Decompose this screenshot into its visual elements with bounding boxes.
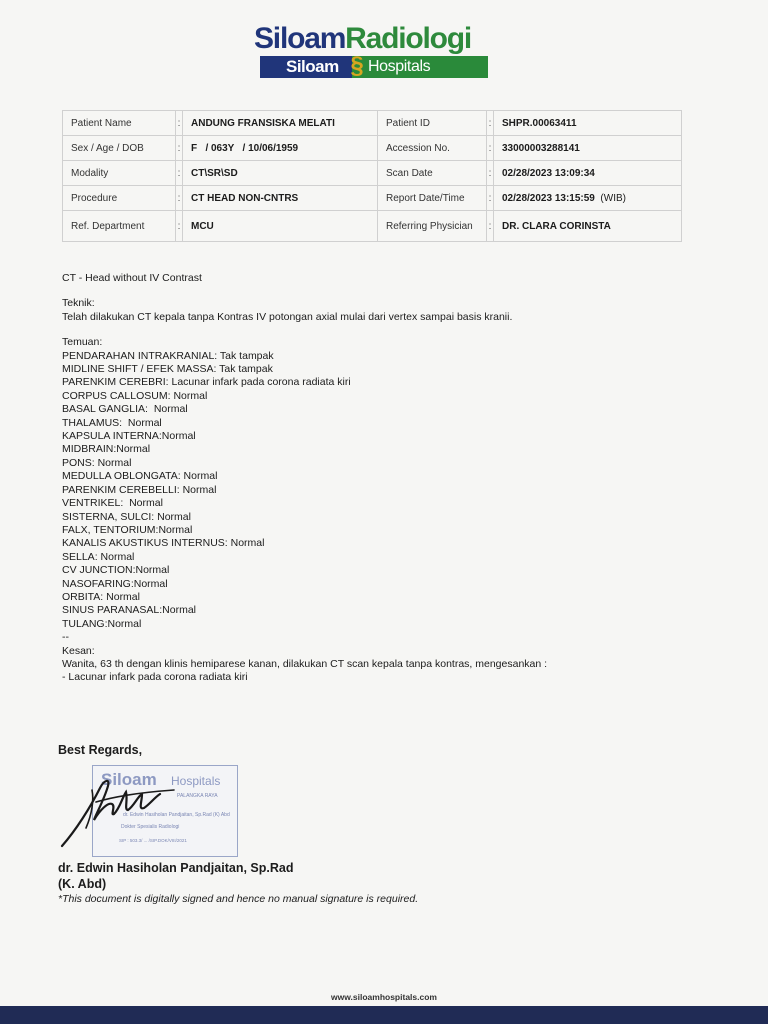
colon: :	[487, 136, 494, 161]
report-body	[62, 272, 712, 685]
modality-label: Modality	[63, 161, 176, 186]
kesan-heading: Kesan:	[62, 644, 95, 657]
colon: :	[176, 161, 183, 186]
colon: :	[487, 211, 494, 242]
accession-value: 33000003288141	[494, 136, 682, 161]
list-item: CV JUNCTION:Normal	[62, 564, 170, 577]
kesan-text: Wanita, 63 th dengan klinis hemiparese kanan, dilakukan CT scan kepala tanpa kontras, mengesankan :	[62, 657, 548, 670]
logo-radiologi-text: Radiologi	[345, 22, 472, 55]
patient-id-value: SHPR.00063411	[494, 111, 682, 136]
accession-label: Accession No.	[378, 136, 487, 161]
list-item: SINUS PARANASAL:Normal	[62, 604, 197, 617]
list-item: PENDARAHAN INTRAKRANIAL: Tak tampak	[62, 349, 274, 362]
colon: :	[487, 111, 494, 136]
list-item: SELLA: Normal	[62, 550, 135, 563]
list-item: TULANG:Normal	[62, 617, 142, 630]
list-item: VENTRIKEL: Normal	[62, 497, 163, 510]
teknik-heading: Teknik:	[62, 297, 95, 310]
ref-department-label: Ref. Department	[63, 211, 176, 242]
list-item: NASOFARING:Normal	[62, 577, 168, 590]
colon: :	[176, 211, 183, 242]
stamp-city: PALANGKA RAYA	[177, 793, 218, 799]
best-regards: Best Regards,	[58, 743, 143, 757]
table-row	[63, 111, 682, 136]
handwritten-signature	[56, 770, 186, 850]
logo-bar-siloam-text: Siloam	[286, 57, 339, 76]
list-item: CORPUS CALLOSUM: Normal	[62, 389, 208, 402]
temuan-heading: Temuan:	[62, 336, 103, 349]
list-item: KANALIS AKUSTIKUS INTERNUS: Normal	[62, 537, 265, 550]
table-row	[63, 186, 682, 211]
ref-department-value: MCU	[183, 211, 378, 242]
list-item: MIDBRAIN:Normal	[62, 443, 151, 456]
referring-physician-value: DR. CLARA CORINSTA	[494, 211, 682, 242]
stamp-hospitals: Hospitals	[171, 774, 221, 788]
doctor-name: dr. Edwin Hasiholan Pandjaitan, Sp.Rad	[58, 861, 294, 875]
logo-bar-hospitals-text: Hospitals	[368, 58, 431, 75]
list-item: BASAL GANGLIA: Normal	[62, 403, 188, 416]
stamp-role: Dokter Spesialis Radiologi	[121, 824, 180, 830]
doctor-suffix: (K. Abd)	[58, 877, 107, 891]
kesan-item: - Lacunar infark pada corona radiata kiri	[62, 671, 248, 684]
report-date-label: Report Date/Time	[378, 186, 487, 211]
digital-signature-note: *This document is digitally signed and hence no manual signature is required.	[58, 893, 419, 905]
report-date-cell	[494, 186, 682, 211]
patient-info-table	[62, 110, 682, 242]
list-item: SISTERNA, SULCI: Normal	[62, 510, 191, 523]
report-date-value: 02/28/2023 13:15:59	[502, 192, 595, 204]
colon: :	[176, 136, 183, 161]
list-item: THALAMUS: Normal	[62, 416, 162, 429]
footer-url: www.siloamhospitals.com	[331, 992, 437, 1002]
modality-value: CT\SR\SD	[183, 161, 378, 186]
colon: :	[176, 186, 183, 211]
list-item: ORBITA: Normal	[62, 590, 140, 603]
list-item: PARENKIM CEREBELLI: Normal	[62, 483, 217, 496]
sex-age-dob-value: F / 063Y / 10/06/1959	[183, 136, 378, 161]
teknik-text: Telah dilakukan CT kepala tanpa Kontras IV potongan axial mulai dari vertex sampai basis kranii.	[62, 310, 513, 323]
separator: --	[62, 631, 69, 644]
stamp-name: dr. Edwin Hasiholan Pandjaitan, Sp.Rad (K) Abd	[123, 812, 230, 818]
logo-siloam-text: Siloam	[254, 22, 346, 55]
table-row	[63, 161, 682, 186]
referring-physician-label: Referring Physician	[378, 211, 487, 242]
exam-title: CT - Head without IV Contrast	[62, 272, 202, 284]
findings-list	[62, 350, 712, 632]
colon: :	[176, 111, 183, 136]
list-item: MIDLINE SHIFT / EFEK MASSA: Tak tampak	[62, 363, 273, 376]
patient-name-label: Patient Name	[63, 111, 176, 136]
list-item: MEDULLA OBLONGATA: Normal	[62, 470, 218, 483]
report-timezone: (WIB)	[600, 192, 626, 204]
list-item: FALX, TENTORIUM:Normal	[62, 523, 193, 536]
sex-age-dob-label: Sex / Age / DOB	[63, 136, 176, 161]
logo-symbol-icon: §	[350, 52, 364, 79]
procedure-label: Procedure	[63, 186, 176, 211]
list-item: KAPSULA INTERNA:Normal	[62, 430, 196, 443]
stamp-brand: Siloam	[101, 770, 157, 789]
logo-hospitals-bar	[260, 52, 488, 79]
colon: :	[487, 161, 494, 186]
doctor-signature-name	[58, 860, 293, 892]
list-item: PARENKIM CEREBRI: Lacunar infark pada corona radiata kiri	[62, 376, 351, 389]
table-row	[63, 211, 682, 242]
patient-name-value: ANDUNG FRANSISKA MELATI	[183, 111, 378, 136]
procedure-value: CT HEAD NON-CNTRS	[183, 186, 378, 211]
siloam-radiologi-logo	[254, 22, 494, 78]
footer-bar	[0, 1006, 768, 1024]
scan-date-label: Scan Date	[378, 161, 487, 186]
colon: :	[487, 186, 494, 211]
table-row	[63, 136, 682, 161]
list-item: PONS: Normal	[62, 456, 132, 469]
patient-id-label: Patient ID	[378, 111, 487, 136]
scan-date-value: 02/28/2023 13:09:34	[494, 161, 682, 186]
stamp-sip: SIP : 503.3/ ... /SIP.DOK/VIII/2021	[119, 838, 187, 843]
